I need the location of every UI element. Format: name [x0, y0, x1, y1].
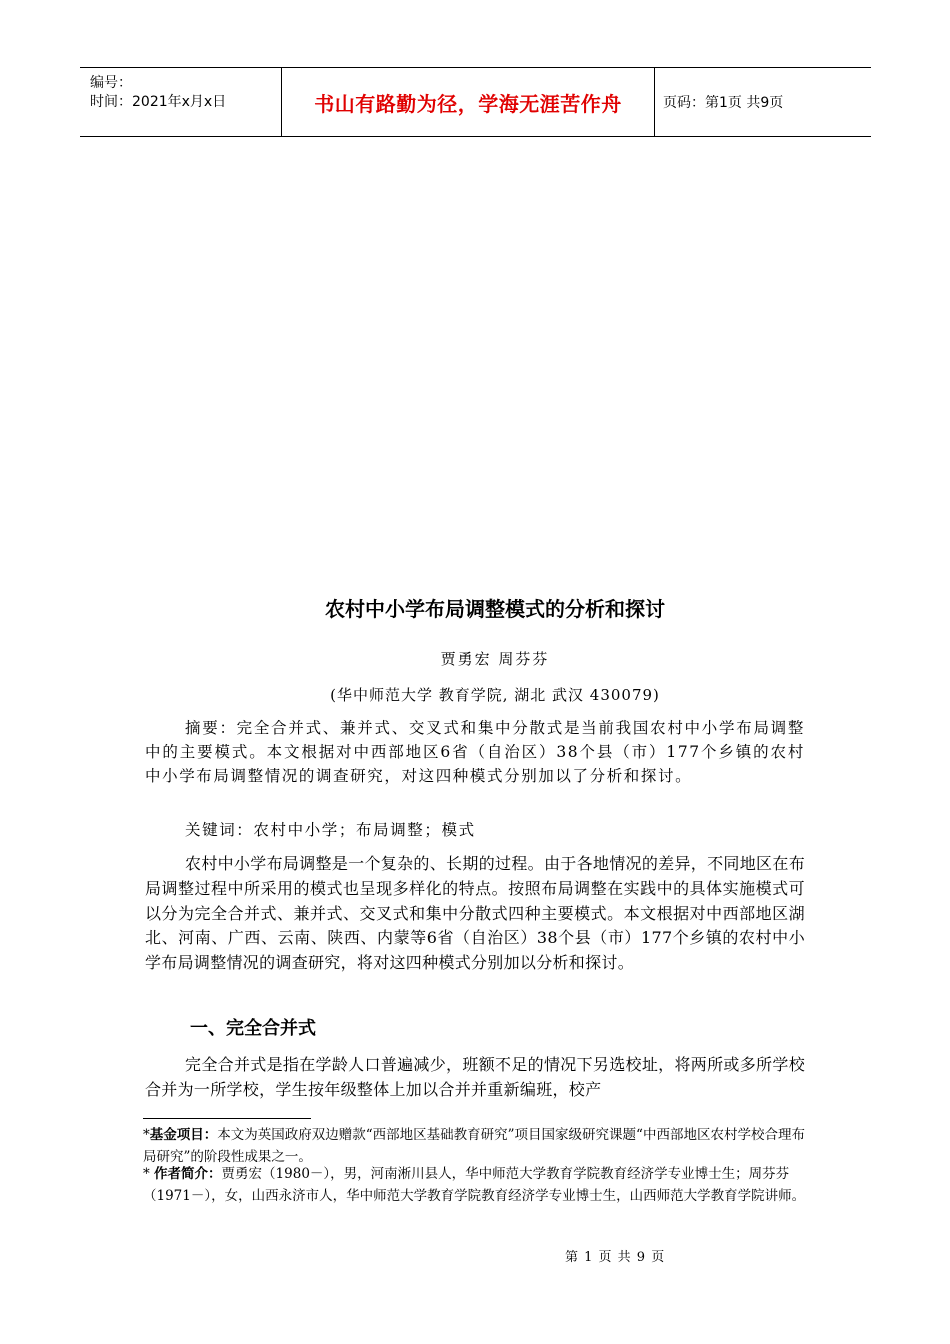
- footnote-divider: [143, 1118, 311, 1119]
- article-authors: 贾勇宏 周芬芬: [440, 650, 550, 668]
- footnote-author: [143, 1163, 813, 1207]
- footnote-fund-text: 本文为英国政府双边赠款“西部地区基础教育研究”项目国家级研究课题“中西部地区农村学校合理布局研究”的阶段性成果之一。: [143, 1127, 805, 1165]
- article-affiliation: (华中师范大学 教育学院, 湖北 武汉 430079): [330, 686, 660, 704]
- section-heading: 一、完全合并式: [190, 1018, 316, 1039]
- header-page-code: 页码：第1页 共9页: [663, 95, 784, 111]
- page-footer: 第 1 页 共 9 页: [565, 1250, 666, 1265]
- footnote-fund-label: 基金项目：: [149, 1127, 218, 1143]
- header-motto: 书山有路勤为径，学海无涯苦作舟: [282, 68, 655, 136]
- header-meta-cell: [80, 68, 282, 136]
- footnote-marker: *: [143, 1127, 150, 1143]
- article-title: 农村中小学布局调整模式的分析和探讨: [325, 597, 665, 621]
- header-table: [80, 67, 871, 137]
- footnote-author-label: 作者简介：: [154, 1166, 222, 1182]
- document-date-label: 时间：2021年x月x日: [90, 94, 227, 110]
- footnote-author-text: 贾勇宏（1980－），男，河南淅川县人，华中师范大学教育学院教育经济学专业博士生；周芬芬（1971－），女，山西永济市人，华中师范大学教育学院教育经济学专业博士生，山西师范大学教育学院讲师。: [143, 1166, 806, 1204]
- abstract-paragraph: 摘要：完全合并式、兼并式、交叉式和集中分散式是当前我国农村中小学布局调整中的主要模式。本文根据对中西部地区6省（自治区）38个县（市）177个乡镇的农村中小学布局调整情况的调查研究，对这四种模式分别加以了分析和探讨。: [145, 719, 805, 785]
- footnote-marker: *: [143, 1166, 155, 1182]
- section-paragraph: 完全合并式是指在学龄人口普遍减少，班额不足的情况下另选校址，将两所或多所学校合并为一所学校，学生按年级整体上加以合并并重新编班，校产: [145, 1055, 805, 1099]
- footnote-fund: [143, 1124, 813, 1168]
- intro-paragraph: 农村中小学布局调整是一个复杂的、长期的过程。由于各地情况的差异，不同地区在布局调整过程中所采用的模式也呈现多样化的特点。按照布局调整在实践中的具体实施模式可以分为完全合并式、兼并式、交叉式和集中分散式四种主要模式。本文根据对中西部地区湖北、河南、广西、云南、陕西、内蒙等6省（自治区）38个县（市）177个乡镇的农村中小学布局调整情况的调查研究，将对这四种模式分别加以分析和探讨。: [145, 854, 805, 973]
- document-number-label: 编号：: [90, 75, 132, 91]
- keywords-line: 关键词：农村中小学；布局调整；模式: [185, 821, 476, 839]
